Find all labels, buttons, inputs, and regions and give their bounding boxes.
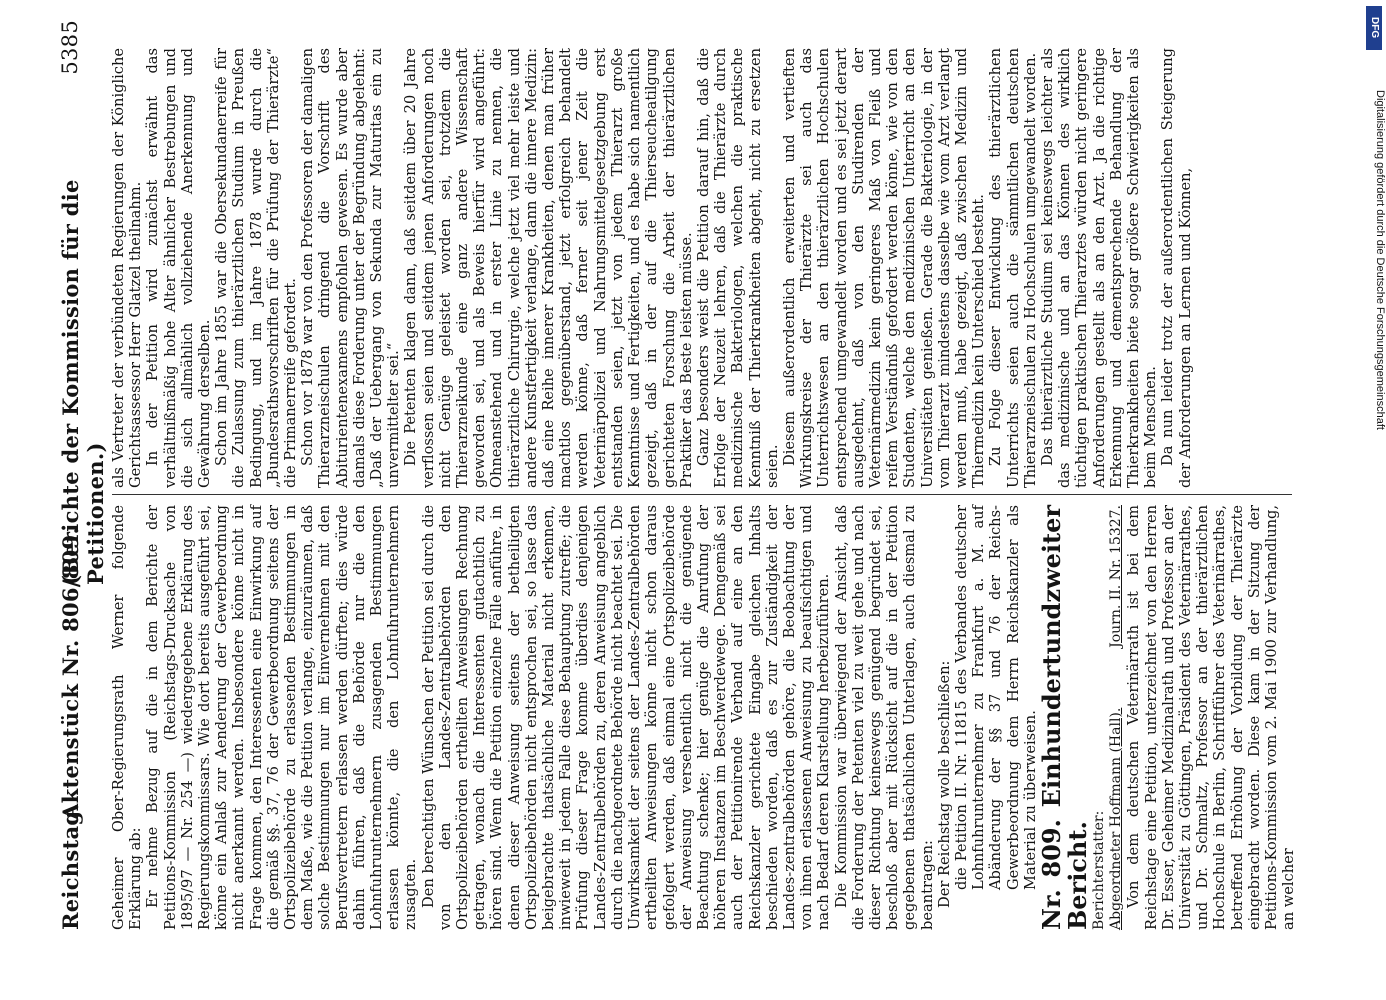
header-right: (Berichte der Kommission für die Petitionen.) [58, 179, 108, 585]
paragraph: Schon vor 1878 war von den Professoren der damaligen Thierarzneischulen dringend die Vorschrift des Abiturientenexamens empfohlen gewesen. Es wurde aber damals diese Forderung unter der Begründung abgelehnt: „Daß der Uebergang von Sekunda zur Maturitas ein zu unvermittelter sei.“ [299, 48, 403, 488]
paragraph: Der Reichstag wolle beschließen: [935, 660, 953, 908]
resolution-text: die Petition II. Nr. 11815 des Verbandes deutscher Lohnfuhrunternehmer zu Frankfurt a. M. auf Abänderung der §§ 37 und 76 der Reichs-Gewerbeordnung dem Herrn Reichskanzler als Material zu überweisen. [952, 505, 1039, 890]
paragraph: Diesem außerordentlich erweiterten und vertieften Wirkungskreise der Thierärzte sei auch das Unterrichtswesen an den thierärztlichen Hochschulen entsprechend umgewandelt worden und es sei jetzt derart ausgedehnt, daß von den Studirenden der Veterinärmedizin kein geringeres Maß von Fleiß und reifem Verständniß gefordert werden könne, wie von den Studenten, welche den medizinischen Unterricht an den Universitäten genießen. Gerade die Bakteriologie, in der vom Thierarzt mindestens dasselbe wie vom Arzt verlangt werden muß, habe gezeigt, daß zwischen Medizin und Thiermedizin kein Unterschied besteht. [780, 48, 988, 488]
header-left: Reichstag. [58, 803, 83, 930]
paragraph: Die Petenten klagen dann, daß seitdem über 20 Jahre verflossen seien und seitdem jenen Anforderungen noch nicht Genüge geleistet worden sei, trotzdem die Thierarzneikunde eine ganz andere Wissenschaft geworden sei, und als Beweis hierfür wird angeführt: Ohneanstehend und in erster Linie zu nennen, die thierärztliche Chirurgie, welche jetzt viel mehr leiste und andere Kunstfertigkeit verlange, dann die innere Medizin: daß eine Reihe innerer Krankheiten, denen man früher machtlos gegenüberstand, jetzt erfolgreich behandelt werden könne, daß ferner seit jener Zeit die Veterinärpolizei und Nahrungsmittelgesetzgebung erst entstanden seien, jetzt von jedem Thierarzt große Kenntnisse und Fertigkeiten, und es habe sich namentlich gezeigt, daß in der auf die Thierseucheatilgung gerichteten Forschung die Arbeit der thierärztlichen Praktiker das Beste leisten müsse. [402, 48, 695, 488]
rapporteur-line [1108, 505, 1125, 930]
digitization-credit: Digitalisierung gefördert durch die Deutsche Forschungsgemeinschaft [1374, 90, 1386, 430]
paragraph: Das thierärztliche Studium sei keineswegs leichter als das medizinische und an das Können des wirklich tüchtigen praktischen Thierarztes würden nicht geringere Anforderungen gestellt als an den Arzt. Ja die richtige Erkennung und dementsprechende Behandlung der Thierkrankheiten biete sogar größere Schwierigkeiten als beim Menschen. [1038, 48, 1160, 488]
dfg-logo: DFG [1366, 6, 1382, 50]
running-header [58, 20, 108, 930]
paragraph: Zu Folge dieser Entwicklung des thierärztlichen Unterrichts seien auch die sämmtlichen deutschen Thierarzneischulen zu Hochschulen umgewandelt worden. [987, 48, 1039, 488]
paragraph: Ganz besonders weist die Petition darauf hin, daß die Erfolge der Neuzeit lehren, daß die Thierärzte durch medizinische Bakteriologen, welchen die praktische Kenntniß der Thierkrankheiten abgeht, nicht zu ersetzen seien. [694, 48, 781, 488]
paragraph: Schon im Jahre 1855 war die Obersekundanerreife für die Zulassung zum thierärztlichen Studium in Preußen Bedingung, und im Jahre 1878 wurde durch die „Bundesrathsvorschriften für die Prüfung der Thierärzte“ die Primanerreife gefordert. [213, 48, 300, 488]
rapporteur-label: Berichterstatter: [1090, 810, 1107, 930]
paragraph: Da nun leider trotz der außerordentlichen Steigerung der Anforderungen an Lernen und Können, [1159, 48, 1194, 488]
rapporteur-name: Abgeordneter Hoffmann (Hall). [1108, 707, 1125, 930]
left-column [110, 505, 1297, 930]
paragraph: Geheimer Ober-Regierungsrath Werner folgende Erklärung ab: [110, 505, 145, 930]
header-center: Aktenstück Nr. 806/809. [58, 526, 83, 820]
paragraph: Von dem deutschen Veterinärrath ist bei dem Reichstage eine Petition, unterzeichnet von den Herren Dr. Esser, Geheimer Medizinalrath und Professor an der Universität zu Göttingen, Präsident des Veterinärrathes, und Dr. Schmaltz, Professor an der thierärztlichen Hochschule in Berlin, Schriftführer des Veterinärrathes, betreffend Erhöhung der Vorbildung der Thierärzte eingebracht worden. Diese kam in der Sitzung der Petitions-Kommission vom 2. Mai 1900 zur Verhandlung, an welcher [1125, 505, 1298, 930]
paragraph: Den berechtigten Wünschen der Petition sei durch die von den Landes-Zentralbehörden den Ortspolizeibehörden ertheilten Anweisungen Rechnung getragen, wonach die Interessenten gutachtlich zu hören sind. Wenn die Petition einzelne Fälle anführe, in denen dieser Anweisung seitens der betheiligten Ortspolizeibehörden nicht entsprochen sei, so lasse das beigebrachte thatsächliche Material nicht erkennen, inwieweit in jedem Falle diese Behauptung zutreffe; die Prüfung dieser Frage komme überdies denjenigen Landes-Zentralbehörden zu, deren Anweisung angeblich durch die nachgeordnete Behörde nicht beachtet sei. Die Unwirksamkeit der seitens der Landes-Zentralbehörden ertheilten Anweisungen könne nicht schon daraus gefolgert werden, daß einmal eine Ortspolizeibehörde der Anweisung versehentlich nicht die genügende Beachtung schenke; hier genüge die Anrufung der höheren Instanzen im Beschwerdewege. Demgemäß sei auch der Petitionirende Verband auf eine an den Reichskanzler gerichtete Eingabe gleichen Inhalts beschieden worden, daß es zur Zuständigkeit der Landes-zentralbehörden gehöre, die Beobachtung der von ihnen erlassenen Anweisung zu beaufsichtigen und nach Bedarf deren Klarstellung herbeizuführen. [419, 505, 833, 930]
paragraph: Die Kommission war überwiegend der Ansicht, daß die Forderung der Petenten viel zu weit gehe und nach dieser Richtung keineswegs genügend begründet sei, beschloß aber mit Rücksicht auf die in der Petition gegebenen thatsächlichen Unterlagen, auch diesmal zu beantragen: [832, 505, 936, 930]
right-column [110, 48, 1194, 488]
section-heading: Nr. 809. Einhundertundzweiter Bericht. [1036, 505, 1092, 930]
paragraph: In der Petition wird zunächst erwähnt das verhältnißmäßig hohe Alter ähnlicher Bestrebungen und die sich allmählich vollziehende Anerkennung und Gewährung derselben. [144, 48, 214, 488]
paragraph: Er nehme Bezug auf die in dem Berichte der Petitions-Kommission (Reichstags-Drucksache von 1895/97 — Nr. 254 —) wiedergegebene Erklärung des Regierungskommissars. Wie dort bereits ausgeführt sei, könne ein Anlaß zur Aenderung der Gewerbeordnung nicht anerkannt werden. Insbesondere könne nicht in Frage kommen, den Interessenten eine Einwirkung auf die gemäß §§. 37, 76 der Gewerbeordnung seitens der Ortspolizeibehörde zu erlassenden Bestimmungen in dem Maße, wie die Petition verlange, einzuräumen, daß solche Bestimmungen nur im Einvernehmen mit den Berufsvertretern erlassen werden dürften; dies würde dahin führen, daß die Behörde nur die den Lohnfuhrunternehmern zusagenden Bestimmungen erlassen könnte, die den Lohnfuhrunternehmern zusagten. [144, 505, 420, 930]
paragraph: als Vertreter der verbündeten Regierungen der Königliche Gerichtsassessor Herr Glatzel theilnahm. [110, 48, 145, 488]
column-divider [112, 494, 1292, 495]
page-number: 5385 [58, 20, 82, 75]
journal-number: Journ. II. Nr. 15327. [1108, 505, 1125, 648]
